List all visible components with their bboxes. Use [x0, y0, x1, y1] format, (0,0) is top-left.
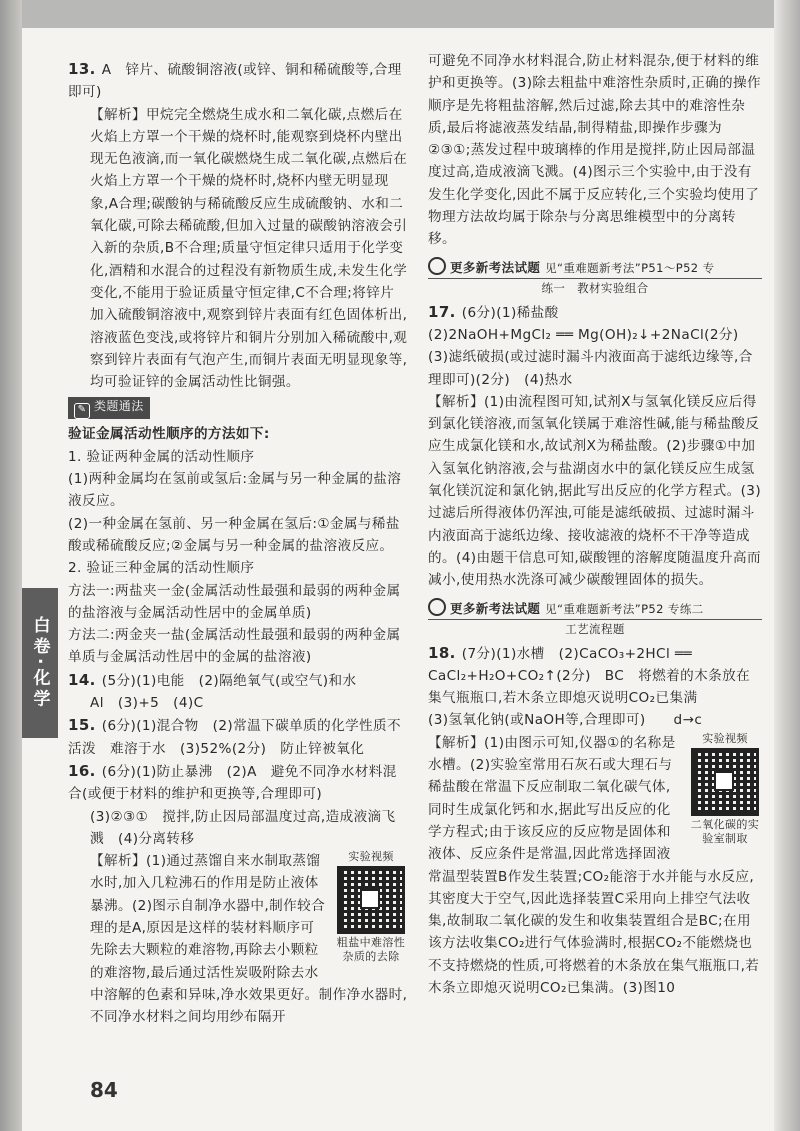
q17-explanation: 【解析】(1)由流程图可知,试剂X与氢氧化镁反应后得到氯化镁溶液,而氢氧化镁属于难溶性碱,能与稀盐酸反应生成氯化镁和水,故试剂X为稀盐酸。(2)步骤①中加入氢氧化钠溶液,会与盐湖卤水中的氯化镁反应生成氢氧化镁沉淀和氯化钠,据此写出反应的化学方程式。(3)过滤后所得液体仍浑浊,可能是滤纸破损、过滤时漏斗内液面高于滤纸边缘、接收滤液的烧杯不干净等造成的。(4)由题干信息可知,碳酸锂的溶解度随温度升高而减小,使用热水洗涤可减少碳酸锂固体的损失。 — [428, 393, 762, 589]
q13-explanation: 【解析】甲烷完全燃烧生成水和二氧化碳,点燃后在火焰上方罩一个干燥的烧杯时,能观察到烧杯内壁出现无色液滴,而一氧化碳燃烧生成二氧化碳,点燃后在火焰上方罩一个干燥的烧杯时,烧杯内壁无明显现象,A合理;碳酸钠与稀硫酸反应生成硫酸钠、水和二氧化碳,可除去稀硫酸,但加入过量的碳酸钠溶液会引入新的杂质,B不合理;质量守恒定律只适用于化学变化,酒精和水混合的过程没有新物质生成,未发生化学变化,不能用于验证质量守恒定律,C不合理;将锌片加入硫酸铜溶液中,观察到锌片表面有红色固体析出,溶液蓝色变浅,或将锌片和铜片分别加入稀硫酸中,观察到锌片表面有气泡产生,而铜片表面无明显现象等,均可验证锌的金属活动性比铜强。 — [90, 106, 408, 391]
method-1b: (2)一种金属在氢前、另一种金属在氢后:①金属与稀盐酸或稀硫酸反应;②金属与另一种金属的盐溶液反应。 — [68, 515, 400, 554]
more-tests-2-title: 更多新考法试题 — [450, 600, 541, 616]
more-tests-1-ref: 见“重难题新考法”P51～P52 专 — [545, 260, 715, 275]
q18-explanation: 【解析】(1)由图示可知,仪器①的名称是水槽。(2)实验室常用石灰石或大理石与稀盐酸在常温下反应制取二氧化碳气体,同时生成氯化钙和水,据此写出反应的化学方程式;由于该反应的反应物是固体和液体、反应条件是常温,因此常选择固液常温型装置B作发生装置;CO₂能溶于水并能与水反应,其密度大于空气,因此选择装置C采用向上排空气法收集,故制取二氧化碳的发生和收集装置组合是BC;在用该方法收集CO₂进行气体验满时,根据CO₂不能燃烧也不支持燃烧的性质,可将燃着的木条放在集气瓶瓶口,若木条立即熄灭说明CO₂已集满。(3)图10 — [428, 734, 760, 996]
method-2b: 方法二:两金夹一盐(金属活动性最强和最弱的两种金属单质与金属活动性居中的金属的盐溶液) — [68, 627, 401, 666]
q14-text: (5分)(1)电能 (2)隔绝氧气(或空气)和水 — [101, 672, 357, 689]
method-2a: 方法一:两盐夹一金(金属活动性最强和最弱的两种金属的盐溶液与金属活动性居中的金属单质) — [68, 582, 401, 621]
qr-video-1[interactable] — [334, 850, 408, 964]
q15-answer — [68, 714, 408, 760]
q17-answer-b: (2)2NaOH+MgCl₂ ══ Mg(OH)₂↓+2NaCl(2分) — [428, 326, 739, 343]
q16-number: 16. — [68, 761, 96, 780]
q18-answer — [428, 642, 762, 710]
q16-text: (6分)(1)防止暴沸 (2)A 避免不同净水材料混合(或便于材料的维护和更换等,合理即可) — [68, 763, 397, 803]
q17-answer — [428, 301, 762, 324]
q17-number: 17. — [428, 302, 456, 321]
q14-answer-b: Al (3)+5 (4)C — [90, 695, 204, 712]
qr-video-1-label: 实验视频 — [348, 850, 394, 864]
q13-number: 13. — [68, 60, 96, 78]
link-icon — [428, 257, 446, 275]
q16-answer-b: (3)②③① 搅拌,防止因局部温度过高,造成液滴飞溅 (4)分离转移 — [90, 808, 396, 847]
q15-text: (6分)(1)混合物 (2)常温下碳单质的化学性质不活泼 难溶于水 (3)52%(2分) 防止锌被氧化 — [68, 718, 402, 757]
q16-explanation-cont: 可避免不同净水材料混合,防止材料混杂,便于材料的维护和更换等。(3)除去粗盐中难溶性杂质时,正确的操作顺序是先将粗盐溶解,然后过滤,除去其中的难溶性杂质,最后将滤液蒸发结晶,制得精盐,即操作步骤为②③①;蒸发过程中玻璃棒的作用是搅拌,防止因局部温度过高,造成液滴飞溅。(4)图示三个实验中,由于没有发生化学变化,因此不属于反应转化,三个实验均使用了物理方法故均属于除杂与分离思维模型中的分离转移。 — [428, 53, 762, 248]
book-spine-shadow — [0, 0, 22, 1131]
side-tab-label: 白卷·化学 — [29, 615, 50, 711]
qr-code-icon[interactable] — [691, 748, 759, 816]
page-number: 84 — [90, 1078, 118, 1102]
q17-text: (6分)(1)稀盐酸 — [461, 304, 559, 321]
q16-answer — [68, 760, 408, 806]
q14-number: 14. — [68, 670, 96, 689]
q17-answer-c: (3)滤纸破损(或过滤时漏斗内液面高于滤纸边缘等,合理即可)(2分) (4)热水 — [428, 349, 753, 388]
q13-answer — [68, 58, 408, 104]
q15-number: 15. — [68, 716, 96, 735]
link-icon — [428, 598, 446, 616]
q18-text: (7分)(1)水槽 (2)CaCO₃+2HCl ══ CaCl₂+H₂O+CO₂↑(2分) BC 将燃着的木条放在集气瓶瓶口,若木条立即熄灭说明CO₂已集满 — [428, 645, 751, 707]
right-column — [428, 50, 762, 999]
q16-explanation: 【解析】(1)通过蒸馏自来水制取蒸馏水时,加入几粒沸石的作用是防止液体暴沸。(2)图示自制净水器中,制作较合理的是A,原因是这样的装材料顺序可先除去大颗粒的难溶物,再除去小颗粒的难溶物,最后通过活性炭吸附除去水中溶解的色素和异味,净水效果更好。制作净水器时,不同净水材料之间均用纱布隔开 — [90, 853, 408, 1026]
more-tests-1-title: 更多新考法试题 — [450, 259, 541, 275]
q18-answer-b: (3)氢氧化钠(或NaOH等,合理即可) d→c — [428, 712, 703, 729]
more-tests-2-ref: 见“重难题新考法”P52 专练二 — [545, 601, 704, 616]
method-tag — [68, 397, 150, 419]
method-1: 1. 验证两种金属的活动性顺序 — [68, 448, 255, 465]
side-tab — [22, 588, 58, 738]
qr-video-2-caption: 二氧化碳的实验室制取 — [690, 817, 760, 845]
pencil-icon: ✎ — [74, 403, 90, 419]
more-tests-1-sub: 练一 教材实验组合 — [541, 280, 649, 295]
qr-video-1-caption: 粗盐中难溶性杂质的去除 — [336, 936, 406, 964]
qr-video-2-label: 实验视频 — [702, 731, 748, 745]
method-tag-label: 类题通法 — [94, 399, 144, 414]
page-edge — [774, 0, 800, 1131]
qr-video-2[interactable] — [688, 732, 762, 846]
more-tests-2 — [428, 598, 762, 620]
method-title: 验证金属活动性顺序的方法如下: — [68, 426, 270, 443]
left-column — [68, 58, 408, 1028]
more-tests-1 — [428, 257, 762, 279]
method-1a: (1)两种金属均在氢前或氢后:金属与另一种金属的盐溶液反应。 — [68, 471, 402, 510]
qr-code-icon[interactable] — [337, 866, 405, 934]
method-2: 2. 验证三种金属的活动性顺序 — [68, 560, 255, 577]
q13-answer-text: A 锌片、硫酸铜溶液(或锌、铜和稀硫酸等,合理即可) — [68, 62, 402, 101]
q14-answer — [68, 669, 408, 692]
q18-number: 18. — [428, 643, 456, 662]
more-tests-2-sub: 工艺流程题 — [565, 621, 625, 636]
